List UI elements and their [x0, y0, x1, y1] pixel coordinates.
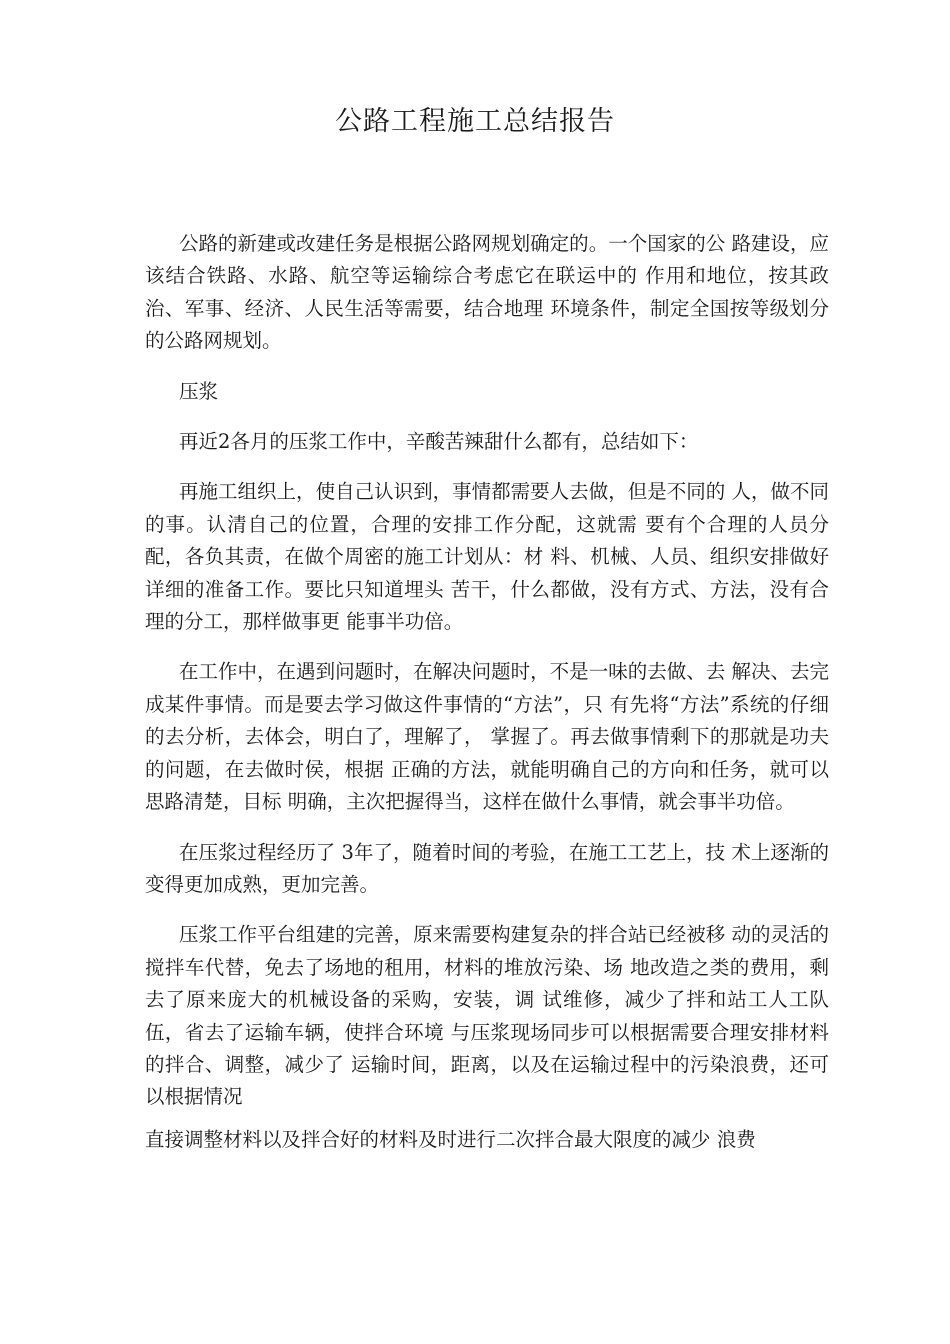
document-title: 公路工程施工总结报告 — [335, 106, 615, 137]
paragraph-continuation: 直接调整材料以及拌合好的材料及时进行二次拌合最大限度的减少 浪费 — [145, 1127, 756, 1151]
paragraph-experience: 在压浆过程经历了 3年了，随着时间的考验，在施工工艺上，技 术上逐渐的变得更加成熟，更加完善。 — [145, 840, 829, 896]
paragraph-methods: 在工作中，在遇到问题时，在解决问题时，不是一味的去做、去 解决、去完成某件事情。而是要去学习做这件事情的“方法”，只 有先将“方法”系统的仔细的去分析，去体会，明白了，理解了， 掌握了。再去做事情剩下的那就是功夫的问题，在去做时侯，根据 正确的方法，就能明确自己的方向和任务，就可以思路清楚，目标 明确，主次把握得当，这样在做什么事情，就会事半功倍。 — [145, 660, 829, 814]
paragraph-organization: 再施工组织上，使自己认识到，事情都需要人去做，但是不同的 人，做不同的事。认清自己的位置，合理的安排工作分配，这就需 要有个合理的人员分配，各负其责，在做个周密的施工计划从：材 料、机械、人员、组织安排做好详细的准备工作。要比只知道埋头 苦干，什么都做，没有方式、方法，没有合理的分工，那样做事更 能事半功倍。 — [145, 480, 829, 634]
section-heading-grouting: 压浆 — [179, 379, 219, 403]
paragraph-summary-intro: 再近2各月的压浆工作中，辛酸苦辣甜什么都有，总结如下： — [179, 430, 699, 454]
paragraph-intro: 公路的新建或改建任务是根据公路网规划确定的。一个国家的公 路建设，应该结合铁路、水路、航空等运输综合考虑它在联运中的 作用和地位，按其政治、军事、经济、人民生活等需要，结合地理 环境条件，制定全国按等级划分的公路网规划。 — [145, 232, 829, 353]
document-body — [145, 228, 829, 1174]
paragraph-platform: 压浆工作平台组建的完善，原来需要构建复杂的拌合站已经被移 动的灵活的搅拌车代替，免去了场地的租用，材料的堆放污染、场 地改造之类的费用，剩去了原来庞大的机械设备的采购，安装，调 试维修，减少了拌和站工人工队伍，省去了运输车辆，使拌合环境 与压浆现场同步可以根据需要合理安排材料的拌合、调整，减少了 运输时间，距离，以及在运输过程中的污染浪费，还可以根据情况 — [145, 923, 829, 1109]
